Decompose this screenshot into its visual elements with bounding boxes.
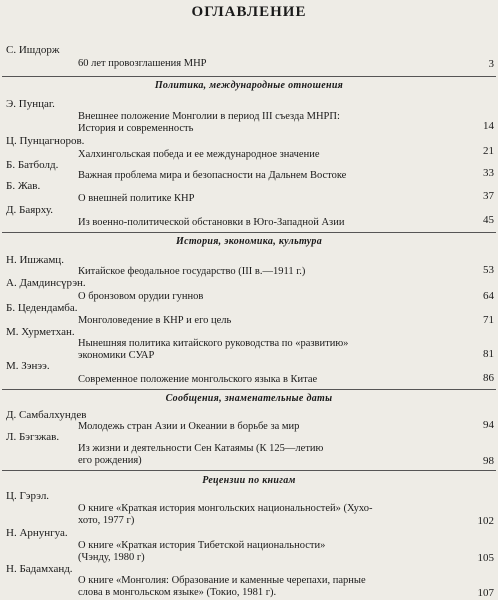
entry-title-line: хото, 1977 г) [78, 515, 135, 526]
entry-page: 21 [483, 145, 494, 157]
entry-title-line: его рождения) [78, 455, 142, 466]
entry-page: 3 [488, 58, 494, 70]
entry-page: 14 [483, 120, 494, 132]
entry-author: М. Зэнээ. [6, 360, 50, 372]
section-heading-history: История, экономика, культура [176, 236, 322, 247]
entry-title-line: Монголоведение в КНР и его цель [78, 315, 232, 326]
entry-title-line: Халхингольская победа и ее международное значение [78, 149, 320, 160]
section-heading-politics: Политика, международные отношения [154, 80, 344, 91]
entry-page: 94 [483, 419, 494, 431]
entry-page: 107 [477, 587, 494, 599]
entry-author: Б. Батболд. [6, 159, 59, 171]
entry-title-line: Нынешняя политика китайского руководства по «развитию» [78, 338, 349, 349]
entry-title-line: О книге «Краткая история монгольских национальностей» (Хухо- [78, 503, 373, 514]
section-heading-reviews: Рецензии по книгам [202, 475, 296, 486]
entry-title-line: Китайское феодальное государство (III в.—1911 г.) [78, 266, 306, 277]
entry-page: 64 [483, 290, 494, 302]
entry-author: С. Ишдорж [6, 44, 60, 56]
entry-title-line: Молодежь стран Азии и Океании в борьбе за мир [78, 421, 300, 432]
entry-page: 71 [483, 314, 494, 326]
entry-title-line: экономики СУАР [78, 350, 155, 361]
entry-author: Б. Жав. [6, 180, 41, 192]
entry-page: 37 [483, 190, 494, 202]
entry-title-line: История и современность [78, 123, 194, 134]
divider [2, 470, 496, 471]
entry-page: 102 [477, 515, 494, 527]
entry-title-line: О внешней политике КНР [78, 193, 195, 204]
section-heading-messages: Сообщения, знаменательные даты [165, 393, 333, 404]
entry-author: Н. Ишжамц. [6, 254, 64, 266]
entry-title-line: Современное положение монгольского языка в Китае [78, 374, 318, 385]
entry-title-line: О книге «Монголия: Образование и каменные черепахи, парные [78, 575, 366, 586]
entry-title-line: О книге «Краткая история Тибетской национальности» [78, 540, 326, 551]
entry-title-line: Из жизни и деятельности Сен Катаямы (К 125—летию [78, 443, 324, 454]
divider [2, 76, 496, 77]
entry-title-line: Из военно-политической обстановки в Юго-Западной Азии [78, 217, 345, 228]
entry-author: Б. Цедендамба. [6, 302, 78, 314]
divider [2, 232, 496, 233]
entry-author: А. Дамдинсүрэн. [6, 277, 86, 289]
entry-author: Э. Пунцаг. [6, 98, 55, 110]
entry-author: Н. Бадамханд. [6, 563, 73, 575]
entry-author: Н. Арнунгуа. [6, 527, 68, 539]
entry-author: М. Хурметхан. [6, 326, 75, 338]
page-title: ОГЛАВЛЕНИЕ [191, 4, 307, 20]
entry-title-line: Внешнее положение Монголии в период III съезда МНРП: [78, 111, 340, 122]
entry-author: Ц. Гэрэл. [6, 490, 50, 502]
entry-title-line: 60 лет провозглашения МНР [78, 58, 207, 69]
entry-author: Д. Самбалхундев [6, 409, 87, 421]
entry-title-line: слова в монгольском языке» (Токио, 1981 г). [78, 587, 277, 598]
entry-page: 98 [483, 455, 494, 467]
entry-page: 33 [483, 167, 494, 179]
divider [2, 389, 496, 390]
entry-page: 53 [483, 264, 494, 276]
entry-author: Ц. Пунцагноров. [6, 135, 85, 147]
entry-page: 45 [483, 214, 494, 226]
entry-page: 105 [477, 552, 494, 564]
entry-page: 81 [483, 348, 494, 360]
entry-author: Д. Баярху. [6, 204, 53, 216]
entry-title-line: Важная проблема мира и безопасности на Дальнем Востоке [78, 170, 347, 181]
entry-title-line: О бронзовом орудии гуннов [78, 291, 204, 302]
entry-author: Л. Бэгзжав. [6, 431, 60, 443]
entry-page: 86 [483, 372, 494, 384]
entry-title-line: (Чэнду, 1980 г) [78, 552, 145, 563]
